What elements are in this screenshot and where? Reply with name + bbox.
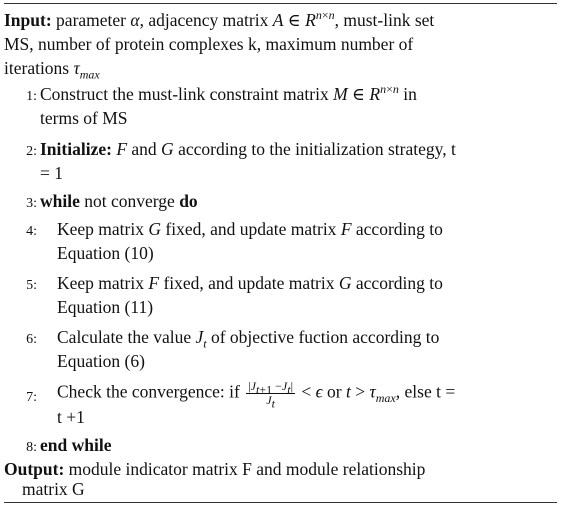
step-number: 1:	[26, 89, 37, 104]
step-8-line	[40, 434, 556, 457]
step-1-line-2: terms of MS	[40, 108, 128, 128]
step-4-line-2: Equation (10)	[57, 243, 154, 263]
step-2-line-2: = 1	[40, 163, 63, 183]
step-4-line-1: Keep matrix G fixed, and update matrix F according to	[57, 219, 443, 239]
step-6-line-1: Calculate the value $J_t$ of objective fuction according to	[57, 327, 440, 351]
step-7-line-2: t +1	[57, 407, 85, 427]
input-line-1: Input: parameter α, adjacency matrix A ∈ $R^{n\times n}$, must-link set	[4, 8, 435, 30]
step-number: 7:	[26, 390, 37, 405]
output-line-2: matrix G	[22, 479, 85, 499]
step-5-line-2: Equation (11)	[57, 297, 154, 317]
convergence-fraction: $\frac{|J_{t+1} -J_t|}{J_t}$	[248, 379, 293, 411]
do-keyword: do	[179, 191, 198, 211]
step-7-line-1: Check the convergence: if $\frac{|J_{t+1} -J_t|}{J_t}$ < ϵ or $t > \tau_{max}$, else t =	[57, 379, 456, 411]
initialize-keyword: Initialize:	[40, 139, 112, 159]
output-line-1: Output: module indicator matrix F and module relationship	[4, 459, 426, 479]
step-1-line-1: Construct the must-link constraint matrix M ∈ $R^{n\times n}$ in	[40, 82, 417, 104]
step-3-line: while not converge do	[40, 191, 198, 211]
output-label: Output:	[4, 459, 65, 479]
step-2-line-1: Initialize: F and G according to the initialization strategy, t	[40, 139, 456, 159]
step-number: 5:	[26, 278, 37, 293]
input-label: Input:	[4, 10, 52, 30]
step-6-line-2: Equation (6)	[57, 351, 145, 371]
end-while-keyword: end while	[40, 435, 112, 455]
step-number: 3:	[26, 196, 37, 211]
input-line-2: MS, number of protein complexes k, maximum number of	[4, 34, 414, 54]
input-line-3: iterations $\tau_{max}$	[4, 58, 100, 82]
bottom-rule	[4, 502, 557, 503]
step-number: 2:	[26, 144, 37, 159]
step-number: 4:	[26, 224, 37, 239]
step-5-line-1: Keep matrix F fixed, and update matrix G according to	[57, 273, 443, 293]
step-number: 8:	[26, 440, 37, 455]
step-number: 6:	[26, 332, 37, 347]
while-keyword: while	[40, 191, 80, 211]
top-rule	[4, 3, 557, 4]
